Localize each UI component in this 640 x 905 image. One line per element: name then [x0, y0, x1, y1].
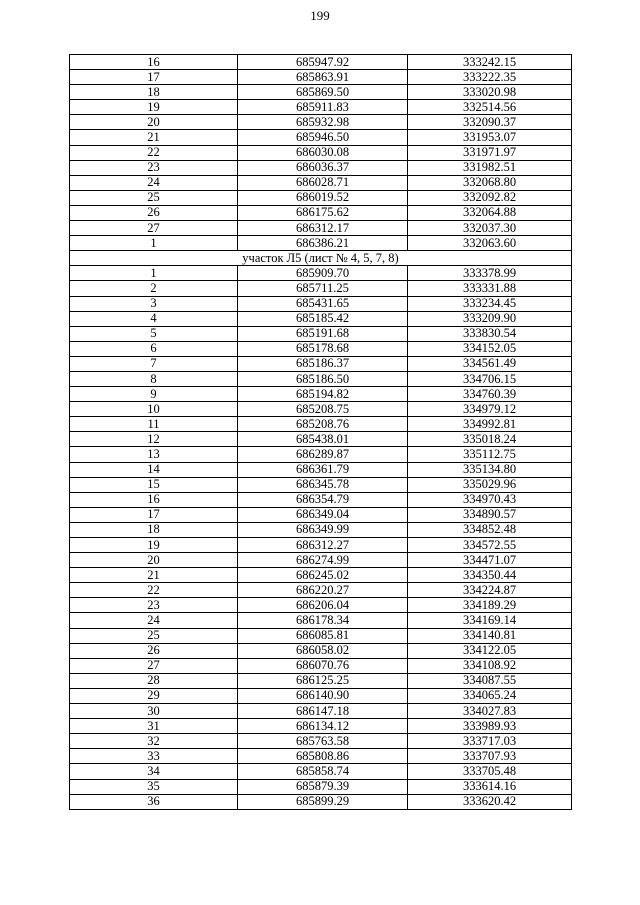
y-coordinate-cell: 332064.88	[408, 205, 572, 220]
y-coordinate-cell: 334350.44	[408, 568, 572, 583]
y-coordinate-cell: 334152.05	[408, 341, 572, 356]
point-number-cell: 22	[70, 583, 238, 598]
point-number-cell: 20	[70, 553, 238, 568]
x-coordinate-cell: 685899.29	[238, 794, 408, 809]
y-coordinate-cell: 331982.51	[408, 160, 572, 175]
table-row	[70, 794, 572, 809]
x-coordinate-cell: 686220.27	[238, 583, 408, 598]
table-row	[70, 160, 572, 175]
point-number-cell: 32	[70, 734, 238, 749]
point-number-cell: 4	[70, 311, 238, 326]
y-coordinate-cell: 331953.07	[408, 130, 572, 145]
y-coordinate-cell: 333378.99	[408, 266, 572, 281]
y-coordinate-cell: 334572.55	[408, 538, 572, 553]
table-row	[70, 658, 572, 673]
table-row	[70, 522, 572, 537]
x-coordinate-cell: 686030.08	[238, 145, 408, 160]
y-coordinate-cell: 334140.81	[408, 628, 572, 643]
table-row	[70, 387, 572, 402]
table-row	[70, 568, 572, 583]
point-number-cell: 27	[70, 658, 238, 673]
table-row	[70, 553, 572, 568]
y-coordinate-cell: 333209.90	[408, 311, 572, 326]
point-number-cell: 11	[70, 417, 238, 432]
x-coordinate-cell: 686019.52	[238, 190, 408, 205]
x-coordinate-cell: 686245.02	[238, 568, 408, 583]
point-number-cell: 36	[70, 794, 238, 809]
table-row	[70, 719, 572, 734]
x-coordinate-cell: 686178.34	[238, 613, 408, 628]
x-coordinate-cell: 685186.50	[238, 371, 408, 386]
point-number-cell: 18	[70, 522, 238, 537]
table-row	[70, 492, 572, 507]
x-coordinate-cell: 685208.76	[238, 417, 408, 432]
point-number-cell: 28	[70, 673, 238, 688]
x-coordinate-cell: 686312.27	[238, 538, 408, 553]
y-coordinate-cell: 333331.88	[408, 281, 572, 296]
table-row	[70, 613, 572, 628]
point-number-cell: 1	[70, 236, 238, 251]
table-row	[70, 70, 572, 85]
table-row	[70, 734, 572, 749]
y-coordinate-cell: 334890.57	[408, 507, 572, 522]
x-coordinate-cell: 685194.82	[238, 387, 408, 402]
table-row	[70, 341, 572, 356]
y-coordinate-cell: 333020.98	[408, 85, 572, 100]
table-row	[70, 628, 572, 643]
point-number-cell: 18	[70, 85, 238, 100]
point-number-cell: 35	[70, 779, 238, 794]
x-coordinate-cell: 685186.37	[238, 356, 408, 371]
point-number-cell: 19	[70, 100, 238, 115]
x-coordinate-cell: 686274.99	[238, 553, 408, 568]
table-row	[70, 477, 572, 492]
coordinates-table	[69, 54, 572, 810]
y-coordinate-cell: 333614.16	[408, 779, 572, 794]
table-row	[70, 115, 572, 130]
table-row	[70, 55, 572, 70]
point-number-cell: 33	[70, 749, 238, 764]
table-row	[70, 643, 572, 658]
table-row	[70, 688, 572, 703]
table-row	[70, 371, 572, 386]
x-coordinate-cell: 686147.18	[238, 704, 408, 719]
x-coordinate-cell: 686386.21	[238, 236, 408, 251]
table-row	[70, 779, 572, 794]
y-coordinate-cell: 333234.45	[408, 296, 572, 311]
table-row	[70, 356, 572, 371]
y-coordinate-cell: 335134.80	[408, 462, 572, 477]
y-coordinate-cell: 335018.24	[408, 432, 572, 447]
point-number-cell: 6	[70, 341, 238, 356]
y-coordinate-cell: 332063.60	[408, 236, 572, 251]
coordinates-table-body	[70, 55, 572, 810]
x-coordinate-cell: 685946.50	[238, 130, 408, 145]
point-number-cell: 26	[70, 643, 238, 658]
point-number-cell: 23	[70, 598, 238, 613]
y-coordinate-cell: 334706.15	[408, 371, 572, 386]
point-number-cell: 21	[70, 130, 238, 145]
table-row	[70, 100, 572, 115]
table-row	[70, 507, 572, 522]
x-coordinate-cell: 685191.68	[238, 326, 408, 341]
point-number-cell: 17	[70, 70, 238, 85]
point-number-cell: 22	[70, 145, 238, 160]
point-number-cell: 16	[70, 492, 238, 507]
y-coordinate-cell: 332090.37	[408, 115, 572, 130]
y-coordinate-cell: 334087.55	[408, 673, 572, 688]
point-number-cell: 19	[70, 538, 238, 553]
x-coordinate-cell: 686134.12	[238, 719, 408, 734]
table-row	[70, 432, 572, 447]
point-number-cell: 21	[70, 568, 238, 583]
y-coordinate-cell: 333620.42	[408, 794, 572, 809]
point-number-cell: 5	[70, 326, 238, 341]
y-coordinate-cell: 333242.15	[408, 55, 572, 70]
point-number-cell: 31	[70, 719, 238, 734]
point-number-cell: 13	[70, 447, 238, 462]
point-number-cell: 3	[70, 296, 238, 311]
point-number-cell: 34	[70, 764, 238, 779]
x-coordinate-cell: 685185.42	[238, 311, 408, 326]
table-row	[70, 538, 572, 553]
y-coordinate-cell: 332068.80	[408, 175, 572, 190]
x-coordinate-cell: 686349.99	[238, 522, 408, 537]
x-coordinate-cell: 686085.81	[238, 628, 408, 643]
table-row	[70, 326, 572, 341]
point-number-cell: 12	[70, 432, 238, 447]
y-coordinate-cell: 334852.48	[408, 522, 572, 537]
table-row	[70, 145, 572, 160]
x-coordinate-cell: 685178.68	[238, 341, 408, 356]
y-coordinate-cell: 334122.05	[408, 643, 572, 658]
table-row	[70, 583, 572, 598]
table-row	[70, 175, 572, 190]
x-coordinate-cell: 685711.25	[238, 281, 408, 296]
x-coordinate-cell: 686125.25	[238, 673, 408, 688]
x-coordinate-cell: 685208.75	[238, 402, 408, 417]
section-title: участок Л5 (лист № 4, 5, 7, 8)	[70, 251, 572, 266]
section-row	[70, 251, 572, 266]
y-coordinate-cell: 333222.35	[408, 70, 572, 85]
x-coordinate-cell: 686354.79	[238, 492, 408, 507]
y-coordinate-cell: 334189.29	[408, 598, 572, 613]
point-number-cell: 15	[70, 477, 238, 492]
point-number-cell: 26	[70, 205, 238, 220]
y-coordinate-cell: 332092.82	[408, 190, 572, 205]
y-coordinate-cell: 333989.93	[408, 719, 572, 734]
table-row	[70, 221, 572, 236]
y-coordinate-cell: 334970.43	[408, 492, 572, 507]
y-coordinate-cell: 334992.81	[408, 417, 572, 432]
x-coordinate-cell: 685879.39	[238, 779, 408, 794]
x-coordinate-cell: 686361.79	[238, 462, 408, 477]
table-row	[70, 673, 572, 688]
table-row	[70, 190, 572, 205]
point-number-cell: 25	[70, 190, 238, 205]
y-coordinate-cell: 334224.87	[408, 583, 572, 598]
y-coordinate-cell: 334979.12	[408, 402, 572, 417]
point-number-cell: 23	[70, 160, 238, 175]
table-row	[70, 462, 572, 477]
x-coordinate-cell: 686289.87	[238, 447, 408, 462]
table-row	[70, 417, 572, 432]
x-coordinate-cell: 685947.92	[238, 55, 408, 70]
y-coordinate-cell: 333830.54	[408, 326, 572, 341]
x-coordinate-cell: 686140.90	[238, 688, 408, 703]
y-coordinate-cell: 333707.93	[408, 749, 572, 764]
y-coordinate-cell: 335029.96	[408, 477, 572, 492]
table-row	[70, 704, 572, 719]
x-coordinate-cell: 686175.62	[238, 205, 408, 220]
table-row	[70, 205, 572, 220]
y-coordinate-cell: 334169.14	[408, 613, 572, 628]
table-row	[70, 598, 572, 613]
y-coordinate-cell: 331971.97	[408, 145, 572, 160]
x-coordinate-cell: 686312.17	[238, 221, 408, 236]
table-row	[70, 402, 572, 417]
table-row	[70, 281, 572, 296]
table-row	[70, 236, 572, 251]
y-coordinate-cell: 333705.48	[408, 764, 572, 779]
point-number-cell: 14	[70, 462, 238, 477]
x-coordinate-cell: 685869.50	[238, 85, 408, 100]
y-coordinate-cell: 335112.75	[408, 447, 572, 462]
y-coordinate-cell: 333717.03	[408, 734, 572, 749]
y-coordinate-cell: 332037.30	[408, 221, 572, 236]
x-coordinate-cell: 685863.91	[238, 70, 408, 85]
point-number-cell: 20	[70, 115, 238, 130]
point-number-cell: 10	[70, 402, 238, 417]
x-coordinate-cell: 686070.76	[238, 658, 408, 673]
page-number: 199	[310, 8, 330, 23]
point-number-cell: 24	[70, 613, 238, 628]
point-number-cell: 9	[70, 387, 238, 402]
x-coordinate-cell: 685909.70	[238, 266, 408, 281]
x-coordinate-cell: 685438.01	[238, 432, 408, 447]
x-coordinate-cell: 685858.74	[238, 764, 408, 779]
point-number-cell: 1	[70, 266, 238, 281]
table-row	[70, 764, 572, 779]
y-coordinate-cell: 334561.49	[408, 356, 572, 371]
y-coordinate-cell: 334760.39	[408, 387, 572, 402]
point-number-cell: 27	[70, 221, 238, 236]
point-number-cell: 30	[70, 704, 238, 719]
table-row	[70, 85, 572, 100]
x-coordinate-cell: 685431.65	[238, 296, 408, 311]
y-coordinate-cell: 334471.07	[408, 553, 572, 568]
table-row	[70, 296, 572, 311]
table-row	[70, 749, 572, 764]
y-coordinate-cell: 332514.56	[408, 100, 572, 115]
point-number-cell: 8	[70, 371, 238, 386]
point-number-cell: 17	[70, 507, 238, 522]
y-coordinate-cell: 334108.92	[408, 658, 572, 673]
x-coordinate-cell: 685763.58	[238, 734, 408, 749]
point-number-cell: 29	[70, 688, 238, 703]
y-coordinate-cell: 334065.24	[408, 688, 572, 703]
x-coordinate-cell: 685911.83	[238, 100, 408, 115]
table-row	[70, 447, 572, 462]
x-coordinate-cell: 686028.71	[238, 175, 408, 190]
x-coordinate-cell: 686058.02	[238, 643, 408, 658]
table-row	[70, 130, 572, 145]
table-row	[70, 311, 572, 326]
table-row	[70, 266, 572, 281]
x-coordinate-cell: 685932.98	[238, 115, 408, 130]
point-number-cell: 7	[70, 356, 238, 371]
x-coordinate-cell: 686206.04	[238, 598, 408, 613]
y-coordinate-cell: 334027.83	[408, 704, 572, 719]
point-number-cell: 16	[70, 55, 238, 70]
x-coordinate-cell: 686345.78	[238, 477, 408, 492]
point-number-cell: 2	[70, 281, 238, 296]
point-number-cell: 25	[70, 628, 238, 643]
x-coordinate-cell: 686036.37	[238, 160, 408, 175]
x-coordinate-cell: 685808.86	[238, 749, 408, 764]
x-coordinate-cell: 686349.04	[238, 507, 408, 522]
point-number-cell: 24	[70, 175, 238, 190]
